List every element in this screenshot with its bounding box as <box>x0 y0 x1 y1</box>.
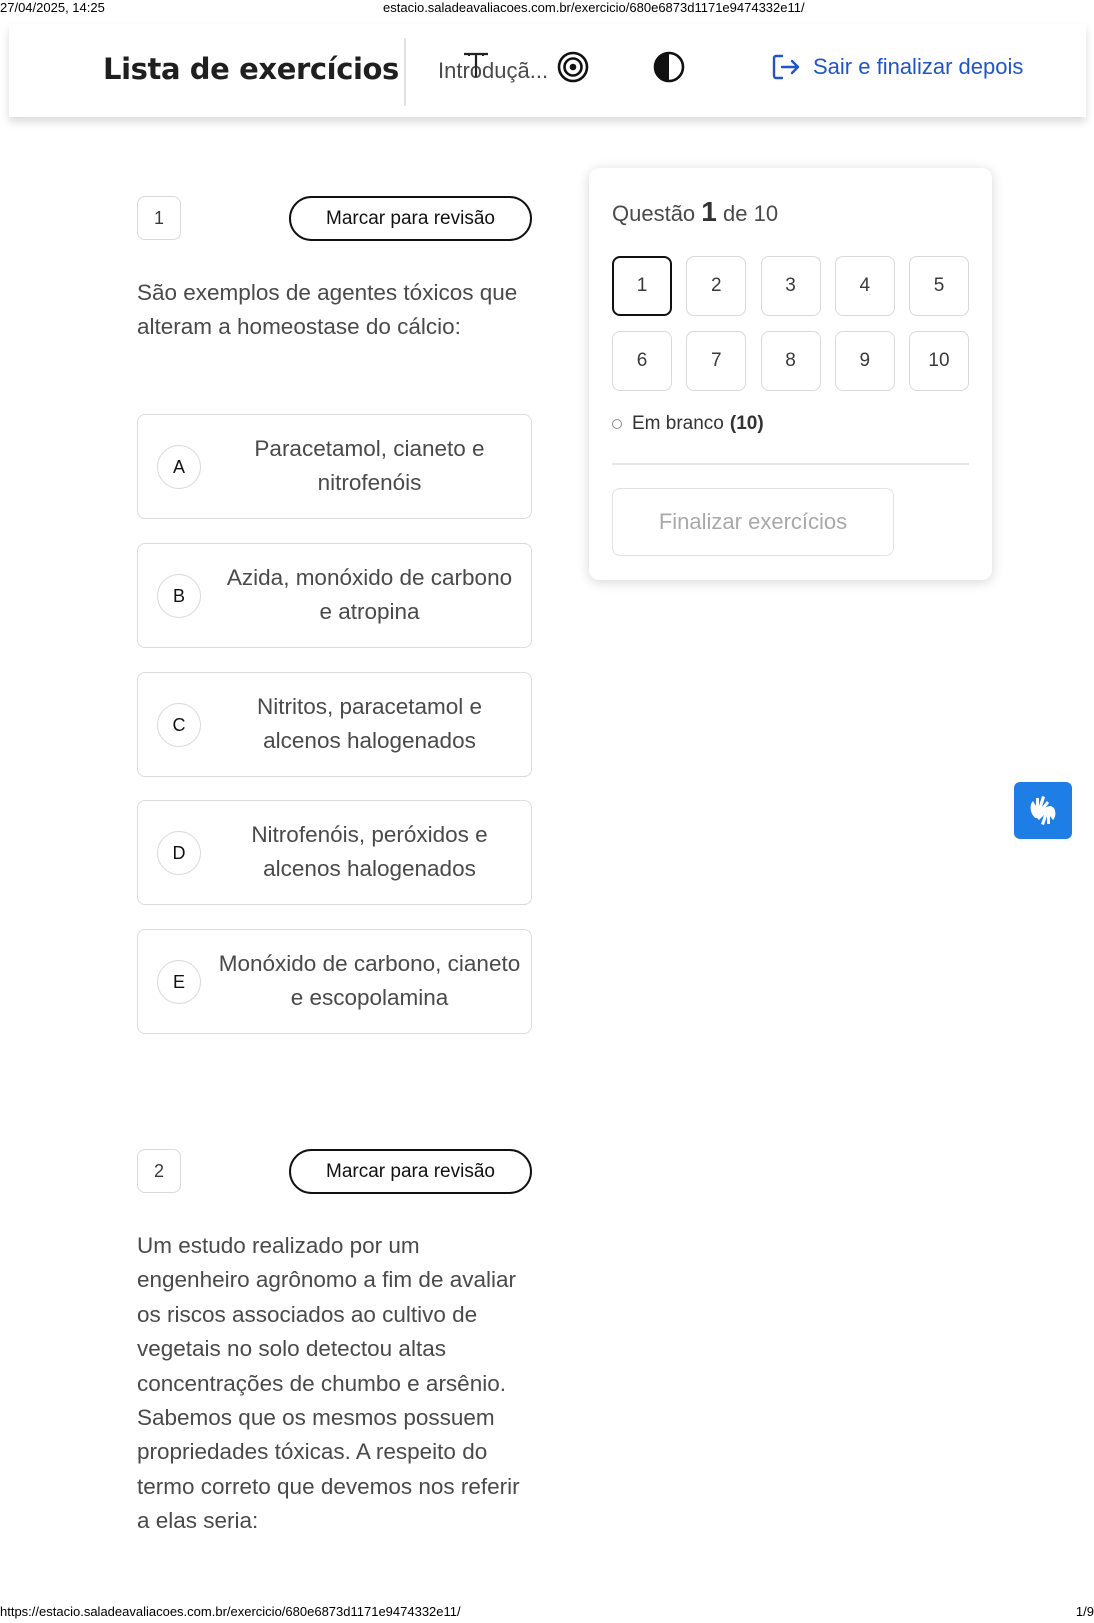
option-text: Nitrofenóis, peróxidos e alcenos halogenados <box>251 822 488 882</box>
option-text: Nitritos, paracetamol e alcenos halogenados <box>256 694 483 754</box>
header-divider <box>404 38 406 106</box>
answer-option-d[interactable] <box>137 800 532 905</box>
blank-status <box>612 413 764 435</box>
counter-prefix: Questão <box>612 201 696 226</box>
app-header <box>9 24 1086 117</box>
question-nav-9[interactable]: 9 <box>835 331 895 391</box>
panel-divider <box>612 463 969 465</box>
question-nav-2[interactable]: 2 <box>686 256 746 316</box>
mark-for-review-button[interactable]: Marcar para revisão <box>289 1149 532 1194</box>
option-letter: D <box>157 831 201 875</box>
option-text: Paracetamol, cianeto e nitrofenóis <box>254 436 485 496</box>
question-nav-5[interactable]: 5 <box>909 256 969 316</box>
exit-label: Sair e finalizar depois <box>813 54 1024 79</box>
counter-current: 1 <box>701 196 717 227</box>
question-nav-3[interactable]: 3 <box>761 256 821 316</box>
question-number-badge: 2 <box>137 1149 181 1193</box>
text-size-icon[interactable] <box>461 50 491 80</box>
sign-language-hands-icon <box>1024 792 1062 830</box>
print-full-url: https://estacio.saladeavaliacoes.com.br/exercicio/680e6873d1171e9474332e11/ <box>0 1604 461 1619</box>
option-text: Monóxido de carbono, cianeto e escopolamina <box>218 951 521 1011</box>
page-title: Lista de exercícios <box>103 52 399 86</box>
print-page-counter: 1/9 <box>1075 1604 1094 1619</box>
print-page-url: estacio.saladeavaliacoes.com.br/exercicio/680e6873d1171e9474332e11/ <box>383 0 805 15</box>
question-nav-10[interactable]: 10 <box>909 331 969 391</box>
option-letter: E <box>157 960 201 1004</box>
print-datetime: 27/04/2025, 14:25 <box>0 0 105 15</box>
blank-dot-icon <box>612 419 622 429</box>
counter-suffix: de 10 <box>723 201 779 226</box>
answer-option-c[interactable] <box>137 672 532 777</box>
question-counter <box>612 196 778 228</box>
print-header <box>0 0 1094 16</box>
exit-finish-later-button[interactable] <box>771 50 1023 84</box>
question-nav-1[interactable]: 1 <box>612 256 672 316</box>
question-nav-7[interactable]: 7 <box>686 331 746 391</box>
blank-count: (10) <box>729 413 764 434</box>
question-text: São exemplos de agentes tóxicos que alteram a homeostase do cálcio: <box>137 280 518 340</box>
question-grid <box>612 256 969 391</box>
target-icon[interactable] <box>556 50 590 84</box>
option-letter: A <box>157 445 201 489</box>
blank-label: Em branco <box>632 413 724 434</box>
contrast-icon[interactable] <box>652 50 686 84</box>
question-text: Um estudo realizado por um engenheiro agrônomo a fim de avaliar os riscos associados ao cultivo de vegetais no solo detectou altas concentrações de chumbo e arsênio. Sabemos que os mesmos possuem propriedades tóxicas. A respeito do termo correto que devemos nos referir a elas seria: <box>137 1233 520 1534</box>
mark-for-review-button[interactable]: Marcar para revisão <box>289 196 532 241</box>
option-letter: B <box>157 574 201 618</box>
option-text: Azida, monóxido de carbono e atropina <box>226 565 513 625</box>
question-nav-6[interactable]: 6 <box>612 331 672 391</box>
answer-option-e[interactable] <box>137 929 532 1034</box>
print-footer <box>0 1604 1094 1620</box>
finish-exercises-button[interactable]: Finalizar exercícios <box>612 488 894 556</box>
option-letter: C <box>157 703 201 747</box>
answer-option-a[interactable] <box>137 414 532 519</box>
question-number-badge: 1 <box>137 196 181 240</box>
subject-name: Introduçã... <box>438 58 549 83</box>
question-navigator <box>589 168 992 580</box>
question-nav-4[interactable]: 4 <box>835 256 895 316</box>
answer-option-b[interactable] <box>137 543 532 648</box>
libras-accessibility-button[interactable] <box>1014 782 1072 839</box>
exit-icon <box>771 52 801 82</box>
question-nav-8[interactable]: 8 <box>761 331 821 391</box>
